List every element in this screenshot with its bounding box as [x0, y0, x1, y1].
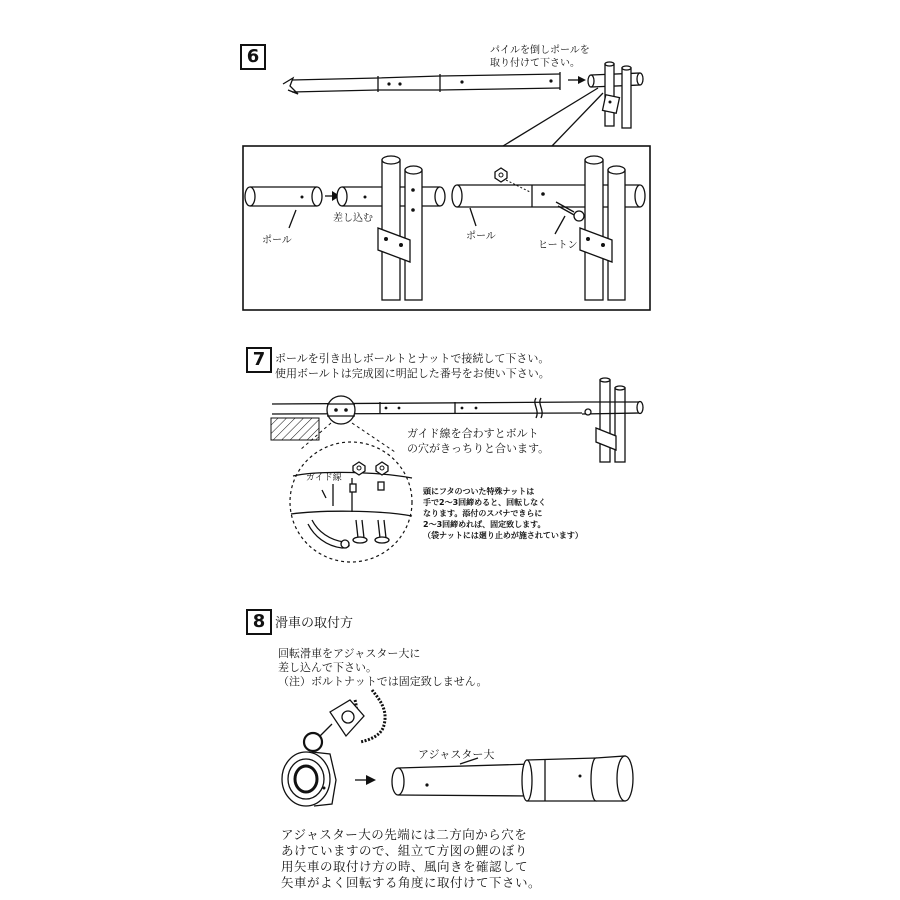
- step7-number-box: 7: [246, 347, 272, 373]
- step6-instruction-line2: 取り付けて下さい。: [490, 58, 580, 69]
- step6-label-pole-left: ポール: [262, 235, 292, 246]
- step7-nut-note-line3: なります。添付のスパナできらに: [423, 509, 543, 518]
- step7-instruction-line2: 使用ボールトは完成図に明記した番号をお使い下さい。: [275, 367, 550, 380]
- step8-footer-line1: アジャスター大の先端には二方向から穴を: [281, 827, 528, 842]
- step6-number-box: 6: [240, 44, 266, 70]
- step8-instruction-line3: （注）ボルトナットでは固定致しません。: [278, 675, 488, 688]
- step7-nut-note-line5: （袋ナットには廻り止めが施されています）: [423, 531, 583, 540]
- step8-footer-line3: 用矢車の取付け方の時、風向きを確認して: [281, 859, 529, 874]
- step7-instruction-line1: ポールを引き出しボールトとナットで接続して下さい。: [275, 352, 550, 365]
- step8-label-adjuster: アジャスター大: [418, 748, 495, 761]
- step6-detail-box: [243, 146, 650, 310]
- step8-footer-line4: 矢車がよく回転する角度に取付けて下さい。: [281, 875, 542, 890]
- step7-guide-note-line1: ガイド線を合わすとボルト: [407, 427, 539, 440]
- step6-instruction-line1: パイルを倒しポールを: [490, 45, 590, 56]
- step6-label-insert: 差し込む: [333, 213, 373, 224]
- step6-label-pole-right: ポール: [466, 231, 496, 242]
- step8-instruction-line1: 回転滑車をアジャスター大に: [278, 647, 421, 660]
- step7-nut-note-line2: 手で2〜3回締めると、回転しなく: [423, 498, 547, 507]
- step7-nut-note-line1: 頭にフタのついた特殊ナットは: [423, 487, 535, 496]
- step6-label-hinge-pin: ヒートン: [538, 240, 578, 251]
- step8-title: 滑車の取付方: [275, 616, 354, 631]
- step7-guide-note-line2: の穴がきっちりと合います。: [407, 442, 550, 455]
- step7-nut-note-line4: 2〜3回締めれば、固定致します。: [423, 520, 546, 529]
- step8-footer-line2: あけていますので、組立て方図の鯉のぼり: [281, 843, 528, 858]
- step7-label-guide-line: ガイド線: [306, 473, 342, 483]
- step6-pole-overview: [283, 62, 643, 146]
- step8-number-box: 8: [246, 609, 272, 635]
- step8-instruction-line2: 差し込んで下さい。: [278, 661, 377, 674]
